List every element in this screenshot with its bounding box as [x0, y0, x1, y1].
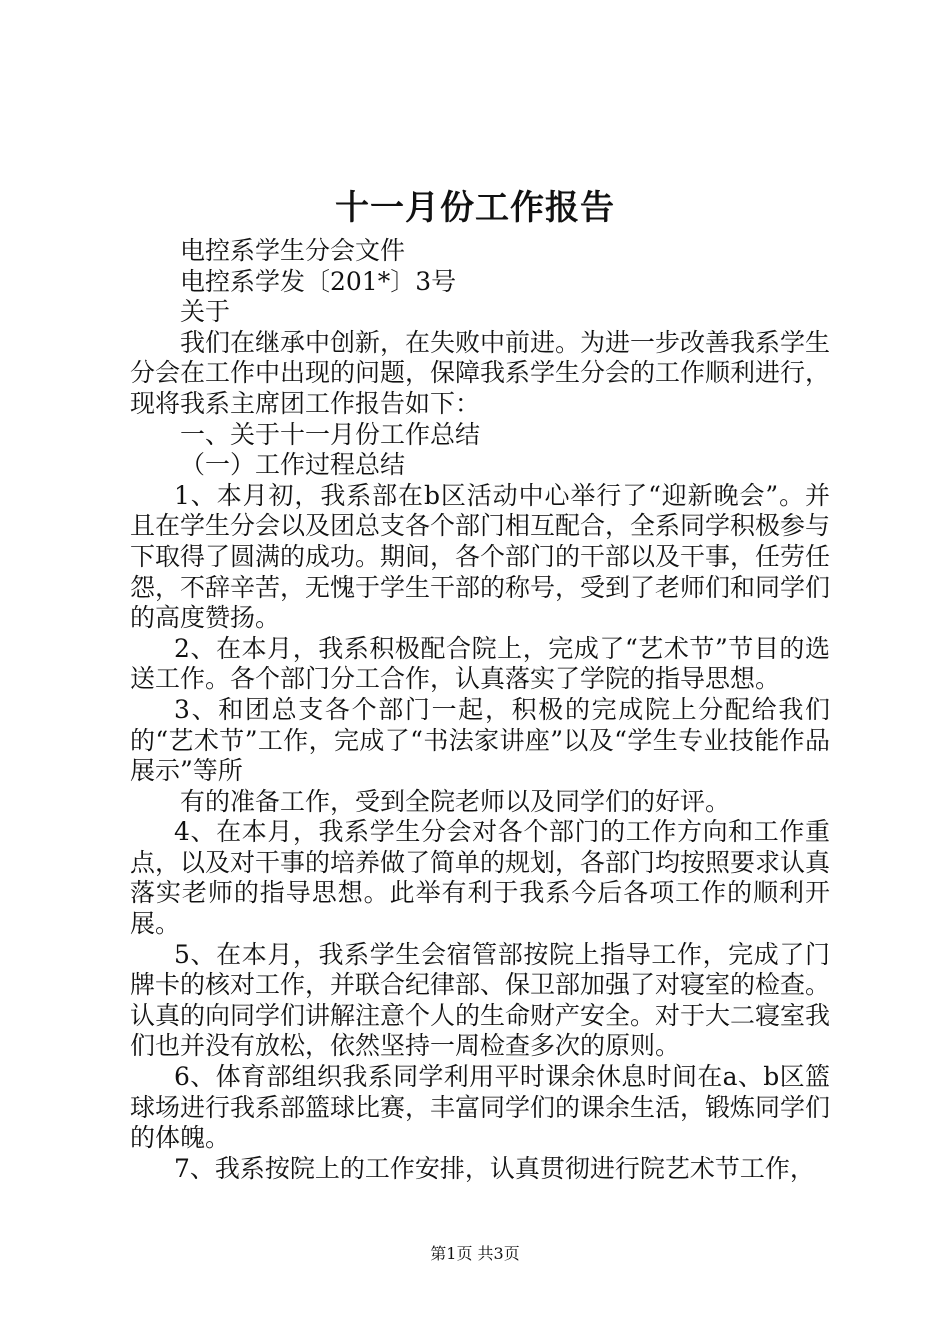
- item-paragraph: 4、在本月，我系学生分会对各个部门的工作方向和工作重点，以及对干事的培养做了简单的规划，各部门均按照要求认真落实老师的指导思想。此举有利于我系今后各项工作的顺利开展。: [130, 817, 831, 939]
- item-paragraph: 3、和团总支各个部门一起，积极的完成院上分配给我们的“艺术节”工作，完成了“书法家讲座”以及“学生专业技能作品展示”等所: [130, 694, 830, 786]
- page-footer: 第1页 共3页: [430, 1244, 520, 1263]
- intro-paragraph: 我们在继承中创新，在失败中前进。为进一步改善我系学生分会在工作中出现的问题，保障我系学生分会的工作顺利进行，现将我系主席团工作报告如下：: [130, 327, 831, 418]
- document-body: [130, 236, 830, 1184]
- issuer-line: 电控系学生分会文件: [180, 236, 406, 265]
- item-paragraph: 7、我系按院上的工作安排，认真贯彻进行院艺术节工作，: [174, 1153, 815, 1183]
- item-paragraph: 5、在本月，我系学生会宿管部按院上指导工作，完成了门牌卡的核对工作，并联合纪律部、保卫部加强了对寝室的检查。认真的向同学们讲解注意个人的生命财产安全。对于大二寝室我们也并没有放松，依然坚持一周检查多次的原则。: [130, 939, 831, 1061]
- document-number: 电控系学发〔201*〕3号: [180, 266, 457, 296]
- subsection-heading: （一）工作过程总结: [180, 450, 406, 480]
- document-title: 十一月份工作报告: [335, 188, 615, 228]
- continuation-paragraph: 有的准备工作，受到全院老师以及同学们的好评。: [180, 786, 731, 816]
- subject-line: 关于: [180, 297, 231, 327]
- section-heading: 一、关于十一月份工作总结: [180, 419, 481, 449]
- item-paragraph: 6、体育部组织我系同学利用平时课余休息时间在a、b区篮球场进行我系部篮球比赛，丰富同学们的课余生活，锻炼同学们的体魄。: [130, 1062, 831, 1153]
- item-paragraph: 1、本月初，我系部在b区活动中心举行了“迎新晚会”。并且在学生分会以及团总支各个部门相互配合，全系同学积极参与下取得了圆满的成功。期间，各个部门的干部以及干事，任劳任怨，不辞辛苦，无愧于学生干部的称号，受到了老师们和同学们的高度赞扬。: [130, 480, 831, 633]
- item-paragraph: 2、在本月，我系积极配合院上，完成了“艺术节”节目的选送工作。各个部门分工合作，认真落实了学院的指导思想。: [130, 633, 830, 694]
